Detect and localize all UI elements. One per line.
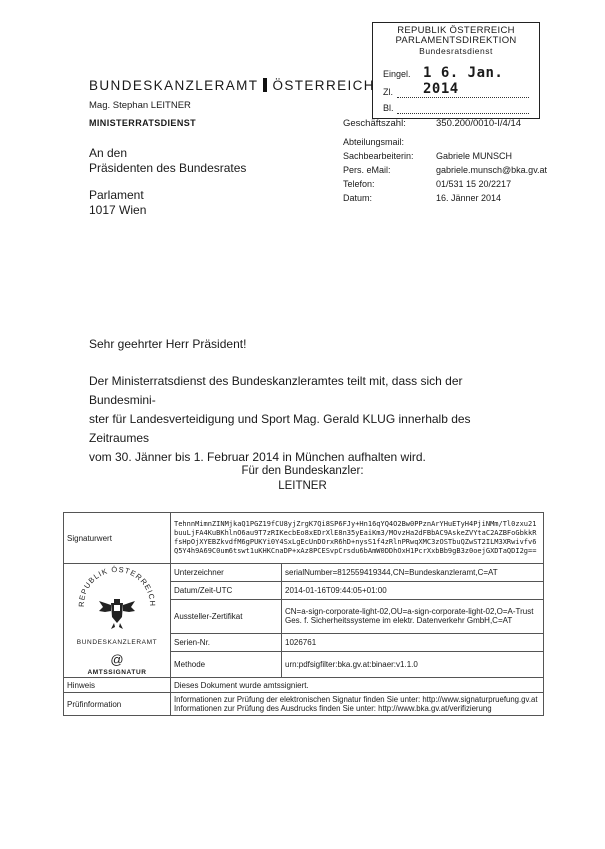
stamp-line-2: PARLAMENTSDIREKTION	[395, 35, 517, 46]
stamp-bl-line	[397, 113, 529, 114]
stamp-header	[373, 26, 539, 56]
aussteller-label: Aussteller-Zertifikat	[171, 599, 282, 634]
organization-name	[89, 78, 375, 93]
field-label-datum: Datum:	[343, 193, 373, 203]
signature-value-row	[64, 513, 544, 564]
author-name: Mag. Stephan LEITNER	[89, 100, 191, 111]
reference-number-label: Geschäftszahl:	[343, 118, 406, 129]
methode-value: urn:pdfsigfilter:bka.gv.at:binaer:v1.1.0	[282, 651, 544, 677]
table-row	[64, 564, 544, 582]
signer-name: LEITNER	[278, 480, 327, 492]
table-row	[64, 693, 544, 716]
field-label-sachbearbeiterin: Sachbearbeiterin:	[343, 151, 414, 161]
stamp-line-3: Bundesratsdienst	[419, 46, 493, 56]
body-line-3: vom 30. Jänner bis 1. Februar 2014 in München aufhalten wird.	[89, 450, 426, 464]
org-name-part-2: ÖSTERREICH	[272, 78, 375, 93]
org-separator-bar	[263, 78, 267, 92]
at-sign-icon: @	[110, 652, 124, 667]
org-name-part-1: BUNDESKANZLERAMT	[89, 78, 259, 93]
table-row	[64, 678, 544, 693]
logo-organization-label: BUNDESKANZLERAMT	[76, 639, 158, 646]
salutation: Sehr geehrter Herr Präsident!	[89, 337, 247, 351]
signature-table	[63, 512, 544, 716]
aussteller-value: CN=a-sign-corporate-light-02,OU=a-sign-corporate-light-02,O=A-Trust Ges. f. Sicherheitssysteme im elektr. Datenverkehr GmbH,C=AT	[282, 599, 544, 634]
recipient-line-4: 1017 Wien	[89, 203, 147, 217]
body-line-1: Der Ministerratsdienst des Bundeskanzleramtes teilt mit, dass sich der Bundesmini-	[89, 374, 463, 407]
serien-nr-label: Serien-Nr.	[171, 634, 282, 652]
signaturwert-value: TehnnMimnZINMjkaQ1PGZ19fCU8yjZrgK7Qi8SP6FJy+Hn16qYQ4O2Bw0PPznArYHuETyH4PjiNMm/Tl0zxu21buuLjFA4KuBKhlnO6au9T7zRIKecbEo8xEDrXlE8n35yEaiKm3/MOvzHa2dFBbAC9AskeZVYtaC2AZBFoGbkkRfsHpOjXYEBZkvdfM6gPUKYi0Y4SxLgEcUnDOrxR6hD+nysS1f4zRlnPRwqXMC3zOSTbuQZwST2ILM3XRwivfv6Q5Y4h9A69C0um6tswt1uKHKCnaDP+xAz8PCESvpCrsdu6bAmW0DDhOxH1PcrXxbBb9gB3z0oejGXDTaQDI2g==	[171, 513, 544, 564]
serien-nr-value: 1026761	[282, 634, 544, 652]
stamp-bl-label: Bl.	[383, 103, 394, 113]
recipient-line-2: Präsidenten des Bundesrates	[89, 161, 247, 175]
stamp-zl-label: Zl.	[383, 87, 393, 97]
parliament-receipt-stamp	[372, 22, 540, 119]
field-label-abteilungsmail: Abteilungsmail:	[343, 137, 405, 147]
closing-line: Für den Bundeskanzler:	[241, 465, 364, 477]
signature-logo-cell	[64, 564, 171, 678]
field-value-email: gabriele.munsch@bka.gv.at	[436, 165, 548, 175]
unterzeichner-label: Unterzeichner	[171, 564, 282, 582]
field-value-sachbearbeiterin: Gabriele MUNSCH	[436, 151, 513, 161]
hinweis-label: Hinweis	[64, 678, 171, 693]
recipient-line-1: An den	[89, 146, 128, 160]
field-label-email: Pers. eMail:	[343, 165, 391, 175]
field-value-datum: 16. Jänner 2014	[436, 193, 502, 203]
stamp-eingel-date: 1 6. Jan. 2014	[423, 65, 504, 97]
letter-body	[89, 372, 529, 467]
datum-zeit-value: 2014-01-16T09:44:05+01:00	[282, 581, 544, 599]
datum-zeit-label: Datum/Zeit-UTC	[171, 581, 282, 599]
pruefinformation-value	[171, 693, 544, 716]
amtssignatur-mark	[67, 652, 167, 676]
signaturwert-label: Signaturwert	[64, 513, 171, 564]
amtssignatur-label: AMTSSIGNATUR	[87, 669, 147, 676]
stamp-zl-line	[397, 97, 529, 98]
department-name: MINISTERRATSDIENST	[89, 118, 197, 128]
stamp-eingel-label: Eingel.	[383, 69, 411, 79]
hinweis-value: Dieses Dokument wurde amtssigniert.	[171, 678, 544, 693]
pruefinformation-line-2: Informationen zur Prüfung des Ausdrucks finden Sie unter: http://www.bka.gv.at/verifizierung	[174, 704, 492, 713]
austrian-eagle-seal-icon	[72, 565, 162, 637]
recipient-line-3: Parlament	[89, 188, 144, 202]
methode-label: Methode	[171, 651, 282, 677]
field-label-telefon: Telefon:	[343, 179, 375, 189]
unterzeichner-value: serialNumber=812559419344,CN=Bundeskanzleramt,C=AT	[282, 564, 544, 582]
field-value-telefon: 01/531 15 20/2217	[436, 179, 512, 189]
reference-number-value: 350.200/0010-I/4/14	[436, 118, 522, 129]
pruefinformation-line-1: Informationen zur Prüfung der elektronischen Signatur finden Sie unter: http://www.signaturpruefung.gv.at	[174, 695, 538, 704]
pruefinformation-label: Prüfinformation	[64, 693, 171, 716]
stamp-line-1: REPUBLIK ÖSTERREICH	[397, 25, 515, 36]
body-line-2: ster für Landesverteidigung und Sport Mag. Gerald KLUG innerhalb des Zeitraumes	[89, 412, 471, 445]
seal-arc-text: REPUBLIK ÖSTERREICH	[76, 565, 158, 608]
